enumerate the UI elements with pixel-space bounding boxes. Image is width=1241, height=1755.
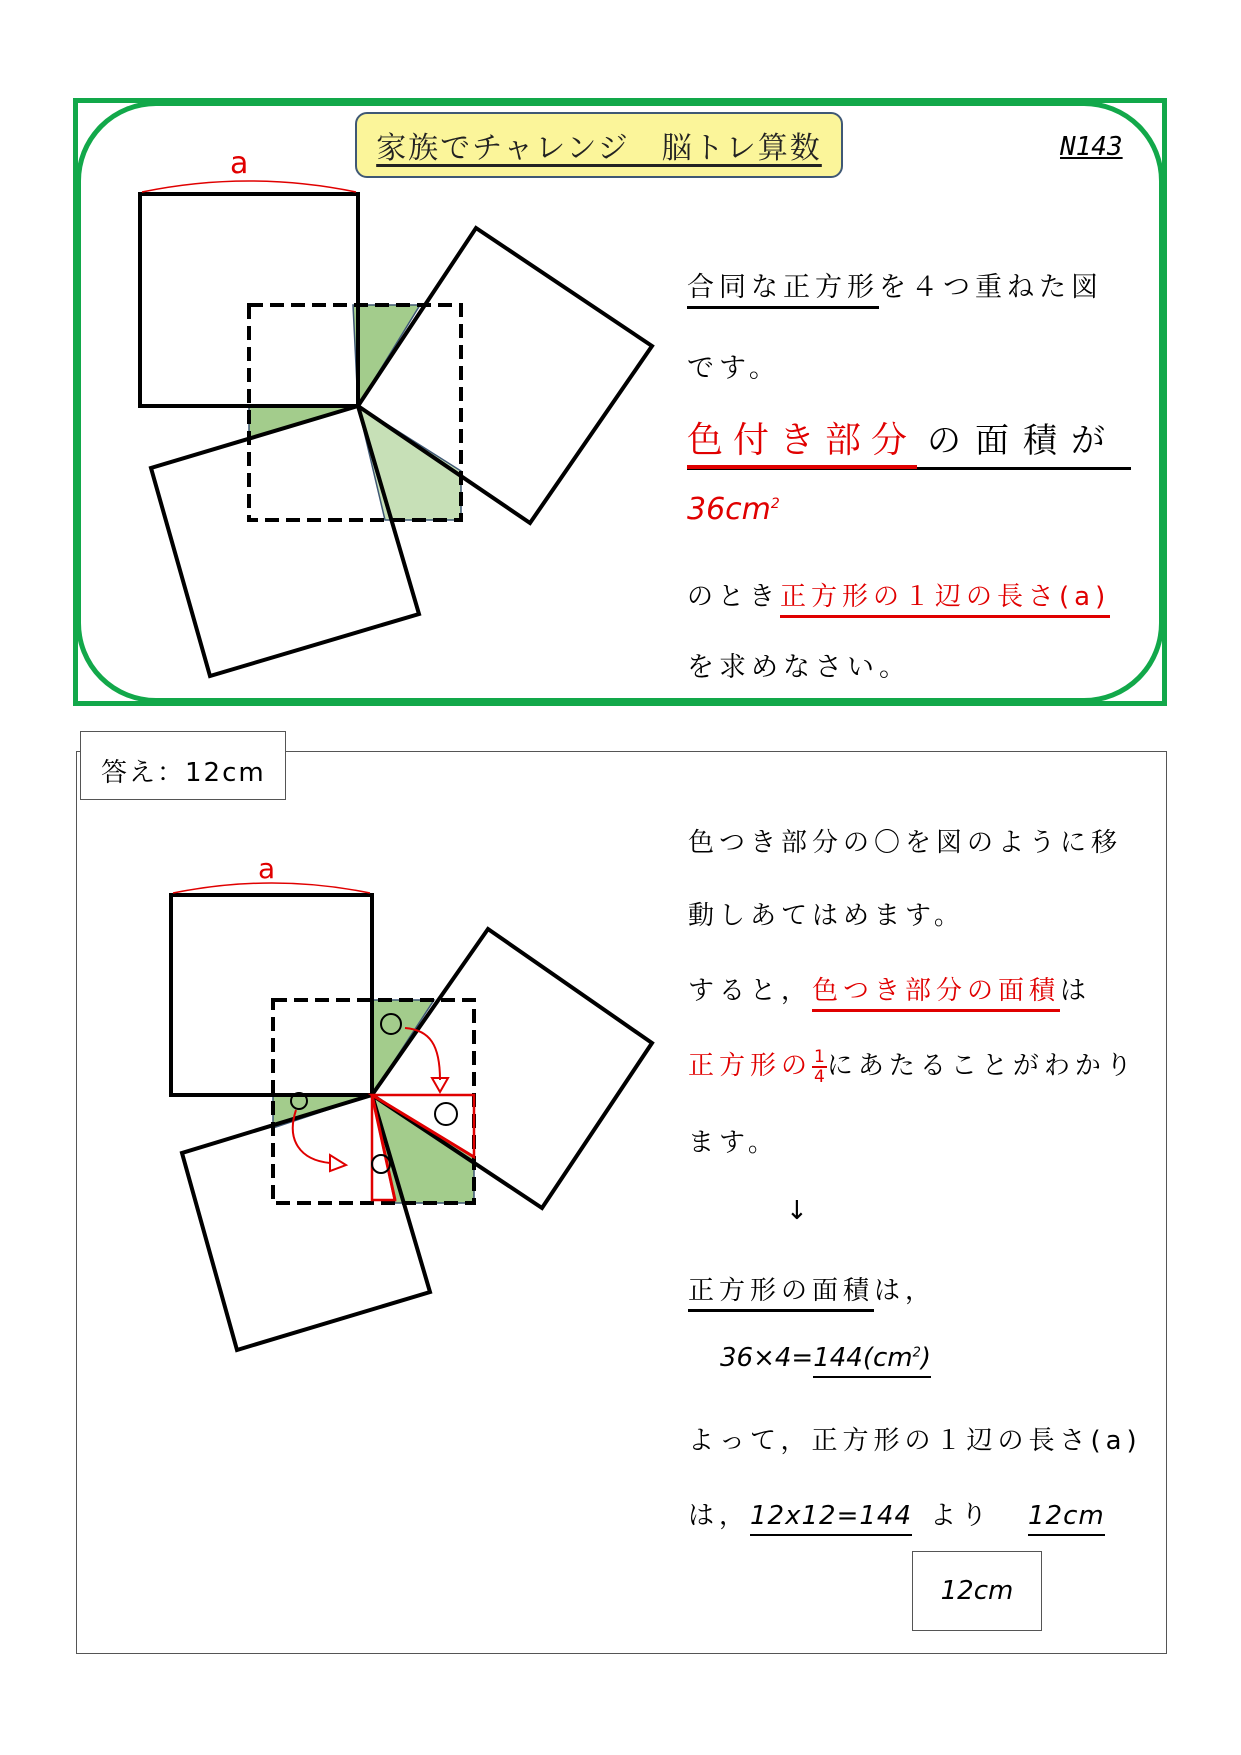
answer-line-3-tail: は	[1060, 976, 1092, 1006]
fraction-denominator: 4	[814, 1066, 825, 1087]
problem-line-5	[687, 576, 1110, 613]
problem-line-1	[687, 265, 1103, 304]
problem-line-6: を求めなさい。	[687, 652, 911, 683]
area-value	[687, 492, 780, 527]
calc-result	[813, 1343, 931, 1378]
side-length-text: 正方形の１辺の長さ(a)	[780, 582, 1110, 618]
congruent-square-text: 合同な正方形	[687, 272, 879, 309]
title-text: 家族でチャレンジ 脳トレ算数	[376, 131, 822, 166]
answer-label: 答え：12cm	[101, 758, 266, 788]
answer-line-6	[688, 1270, 936, 1307]
label-a: a	[230, 146, 249, 181]
area-text: の面積が	[927, 421, 1120, 461]
answer-side-length: 12cm	[1028, 1501, 1105, 1536]
area-superscript: 2	[770, 496, 780, 512]
answer-label-a: a	[258, 852, 276, 885]
calc-result-sup: 2	[912, 1345, 921, 1361]
title-banner	[355, 112, 843, 178]
answer-tab	[80, 731, 286, 800]
answer-line-9-mid: より	[929, 1501, 992, 1531]
calc-prefix: 36×4=	[720, 1343, 814, 1373]
calc-square-root: 12x12=144	[750, 1501, 912, 1536]
fraction-one-quarter	[812, 1048, 827, 1086]
fraction-numerator: 1	[814, 1046, 825, 1067]
colored-area-text: 色つき部分の面積	[812, 976, 1060, 1012]
answer-line-4-black: にあたることがわかり	[826, 1051, 1137, 1081]
calc-result-close: )	[920, 1343, 932, 1373]
answer-line-6-tail: は，	[874, 1276, 937, 1306]
answer-line-1: 色つき部分の〇を図のように移	[688, 828, 1123, 858]
down-arrow: ↓	[786, 1196, 813, 1226]
problem-line-3	[687, 412, 1131, 470]
answer-line-5: ます。	[688, 1128, 779, 1158]
final-answer-box	[912, 1551, 1042, 1631]
answer-line-2: 動しあてはめます。	[688, 901, 965, 931]
area-number: 36cm	[687, 492, 771, 527]
square-text-red: 正方形の	[688, 1051, 813, 1081]
answer-line-4	[688, 1045, 1137, 1086]
answer-line-3-black: すると，	[688, 976, 813, 1006]
calc-result-value: 144(cm	[813, 1343, 913, 1373]
problem-line-2: です。	[687, 353, 781, 384]
square-area-text: 正方形の面積	[688, 1276, 874, 1312]
answer-line-8: よって，正方形の１辺の長さ(a)	[688, 1426, 1142, 1456]
answer-line-9	[688, 1495, 1105, 1532]
answer-line-9-prefix: は，	[688, 1501, 751, 1531]
colored-part-text: 色付き部分	[687, 420, 917, 469]
problem-line-1-rest: を４つ重ねた図	[879, 272, 1103, 303]
problem-line-5-black: のとき	[687, 582, 781, 612]
final-answer-text: 12cm	[940, 1576, 1014, 1606]
problem-number: N143	[1060, 132, 1123, 162]
answer-line-7	[720, 1343, 931, 1373]
answer-line-3	[688, 970, 1091, 1007]
